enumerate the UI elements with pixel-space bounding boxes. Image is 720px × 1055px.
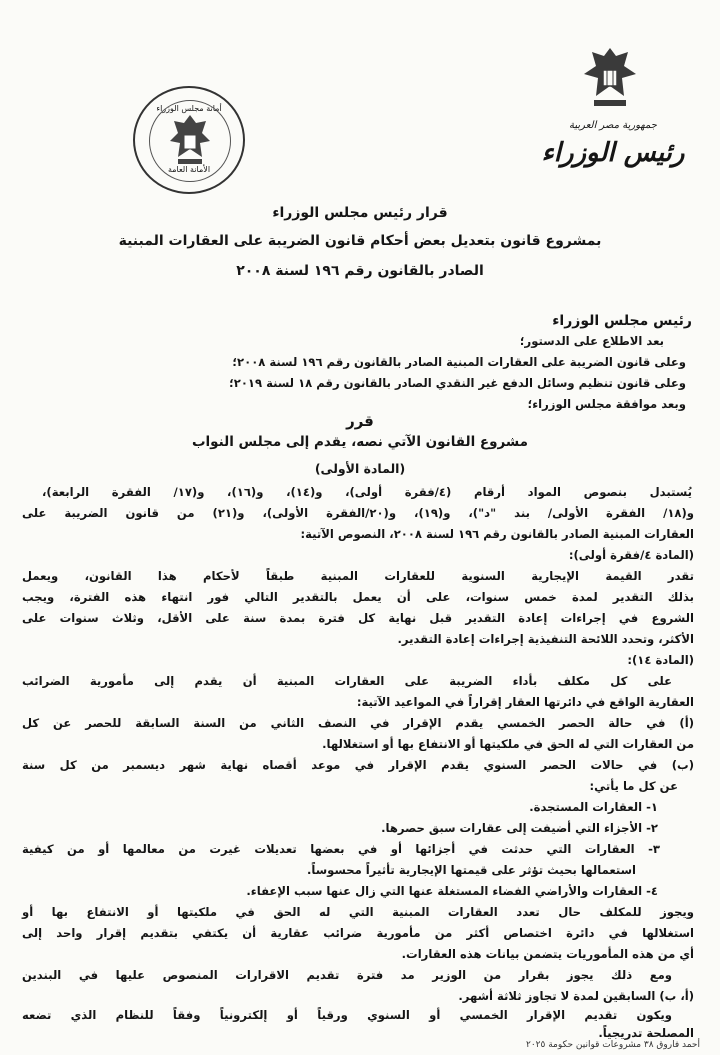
multi-property-line: ويجوز للمكلف حال تعدد العقارات المبنية التي له الحق في ملكيتها أو الانتفاع بها أو	[22, 905, 694, 919]
decision-word: قرر	[346, 412, 374, 430]
article-4-line: تقدر القيمة الإيجارية السنوية للعقارات المبنية طبقاً لأحكام هذا القانون، ويعمل	[22, 569, 694, 583]
decision-sub: مشروع القانون الآتي نصه، يقدم إلى مجلس النواب	[191, 434, 529, 450]
title-line-3: الصادر بالقانون رقم ١٩٦ لسنة ٢٠٠٨	[236, 263, 484, 279]
preamble-line: وعلى قانون تنظيم وسائل الدفع غير النقدي الصادر بالقانون رقم ١٨ لسنة ٢٠١٩؛	[229, 376, 686, 390]
submission-line: المصلحة تدريجياً.	[598, 1026, 694, 1040]
article-14-heading: (المادة ١٤):	[627, 653, 694, 667]
item-b-line: عن كل ما يأتي:	[589, 779, 678, 793]
footer-note: أحمد فاروق ٣٨ مشروعات قوانين حكومة ٢٠٢٥	[526, 1040, 700, 1050]
title-line-1: قرار رئيس مجلس الوزراء	[272, 205, 448, 221]
article-one-heading: (المادة الأولى)	[314, 461, 406, 476]
article-4-line: الشروع في إجراءات إعادة التقدير قبل نهاية كل فترة بمدة سنة على الأقل، وثلاث سنوات على	[22, 611, 694, 625]
seal-text-bottom: الأمانة العامة	[167, 165, 211, 174]
preamble-line: وبعد موافقة مجلس الوزراء؛	[527, 397, 686, 411]
preamble-heading: رئيس مجلس الوزراء	[552, 313, 692, 329]
sub-item: ١- العقارات المستجدة.	[529, 800, 658, 814]
article-14-line: على كل مكلف بأداء الضريبة على العقارات المبنية أن يقدم إلى مأمورية الضرائب	[22, 674, 672, 688]
preamble-line: بعد الاطلاع على الدستور؛	[519, 334, 664, 348]
official-seal	[133, 86, 245, 194]
item-a-line: من العقارات التي له الحق في ملكيتها أو الانتفاع بها أو استغلالها.	[322, 737, 694, 751]
sub-item-continuation: استعمالها بحيث تؤثر على قيمتها الإيجارية تأثيراً محسوساً.	[307, 863, 636, 877]
intro-line: و(١٨/ الفقرة الأولى/ بند "د")، و(١٩)، و(٢٠/الفقرة الأولى)، و(٢١) من قانون الضريبة على	[22, 506, 695, 520]
sub-item: ٢- الأجزاء التي أضيفت إلى عقارات سبق حصرها.	[381, 821, 658, 835]
item-a-line: (أ) في حالة الحصر الخمسي يقدم الإقرار في النصف الثاني من السنة السابقة للحصر عن كل	[22, 716, 694, 730]
sub-item: ٤- العقارات والأراضي الفضاء المستغلة عنها التي زال عنها سبب الإعفاء.	[246, 884, 658, 898]
sub-item: ٣- العقارات التي حدثت في أجزائها أو في بعضها تعديلات غيرت من معالمها أو من كيفية	[22, 842, 660, 856]
submission-line: ويكون تقديم الإقرار الخمسي أو السنوي ورقياً أو إلكترونياً وفقاً للنظام الذي تضعه	[22, 1008, 672, 1022]
intro-line: العقارات المبنية الصادر بالقانون رقم ١٩٦ لسنة ٢٠٠٨، النصوص الآتية:	[300, 527, 694, 541]
extension-line: (أ، ب) السابقين لمدة لا تجاوز ثلاثة أشهر.	[458, 989, 694, 1003]
multi-property-line: استغلالها في دائرة اختصاص أكثر من مأمورية ضرائب عقارية أن يكتفي بتقديم إقرار واحد إلى	[22, 926, 694, 940]
letterhead-office: رئيس الوزراء	[541, 138, 685, 168]
title-line-2: بمشروع قانون بتعديل بعض أحكام قانون الضريبة على العقارات المبنية	[118, 233, 602, 249]
intro-line: يُستبدل بنصوص المواد أرقام (٤/فقرة أولى)، و(١٤)، و(١٦)، و(١٧/ الفقرة الرابعة)،	[42, 485, 692, 499]
preamble-line: وعلى قانون الضريبة على العقارات المبنية الصادر بالقانون رقم ١٩٦ لسنة ٢٠٠٨؛	[232, 355, 686, 369]
article-14-line: العقارية الواقع في دائرتها العقار إقراراً في المواعيد الآتية:	[356, 695, 694, 709]
extension-line: ومع ذلك يجوز بقرار من الوزير مد فترة تقديم الاقرارات المنصوص عليها في البندين	[22, 968, 672, 982]
article-4-line: بذلك التقدير لمدة خمس سنوات، على أن يعمل بالتقدير التالي فور انتهاء هذه الفترة، ويجب	[22, 590, 694, 604]
article-4-heading: (المادة ٤/فقرة أولى):	[568, 548, 694, 562]
emblem-icon	[578, 44, 642, 114]
seal-text-top: أمانة مجلس الوزراء	[156, 104, 222, 113]
letterhead-country: جمهورية مصر العربية	[569, 120, 657, 131]
multi-property-line: أي من هذه المأموريات يتضمن بيانات هذه العقارات.	[401, 947, 694, 961]
article-4-line: الأكثر، وتحدد اللائحة التنفيذية إجراءات إعادة التقدير.	[397, 632, 694, 646]
item-b-line: (ب) في حالات الحصر السنوي يقدم الإقرار في موعد أقصاه نهاية شهر ديسمبر من كل سنة	[22, 758, 694, 772]
